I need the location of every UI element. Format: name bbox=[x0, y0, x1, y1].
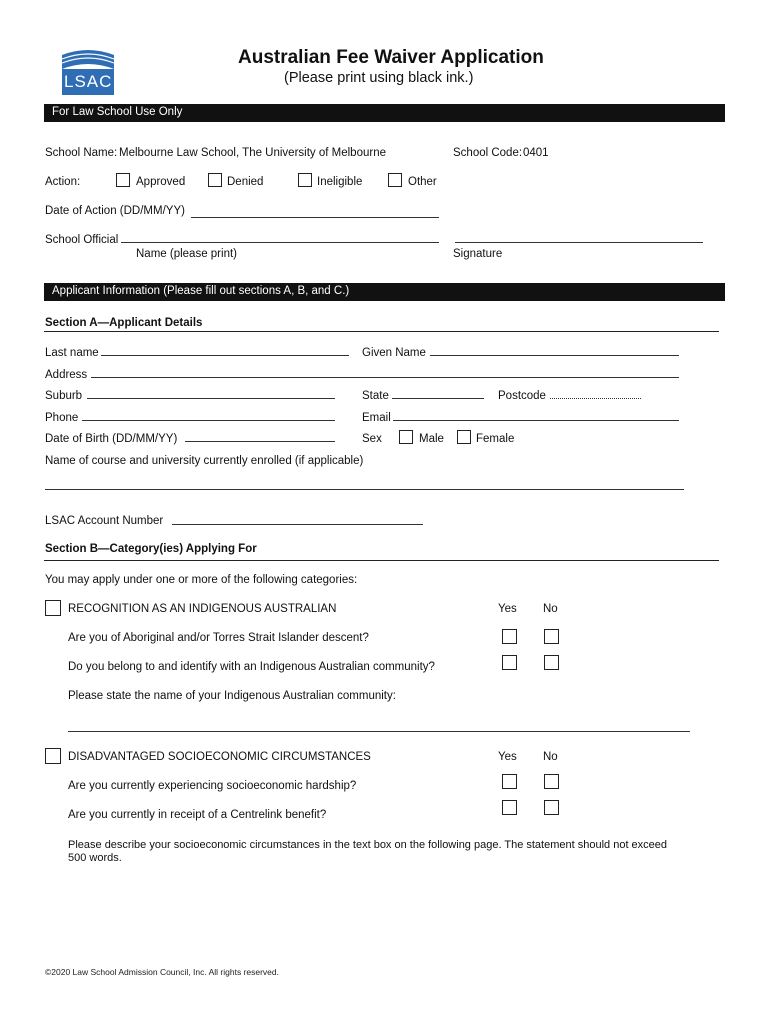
course-label: Name of course and university currently enrolled (if applicable) bbox=[45, 455, 364, 467]
socioeconomic-note-line1: Please describe your socioeconomic circumstances in the text box on the following page. The statement should not exceed bbox=[68, 839, 668, 851]
indigenous-heading: RECOGNITION AS AN INDIGENOUS AUSTRALIAN bbox=[68, 603, 337, 615]
indigenous-q1-no-checkbox[interactable] bbox=[544, 629, 559, 644]
given-name-label: Given Name bbox=[362, 347, 426, 359]
state-field[interactable] bbox=[392, 398, 484, 399]
indigenous-no-header: No bbox=[543, 603, 558, 615]
last-name-label: Last name bbox=[45, 347, 99, 359]
section-b-intro: You may apply under one or more of the following categories: bbox=[45, 574, 358, 586]
action-other-label: Other bbox=[408, 176, 437, 188]
socioeconomic-q2-no-checkbox[interactable] bbox=[544, 800, 559, 815]
action-approved-label: Approved bbox=[136, 176, 186, 188]
action-denied-label: Denied bbox=[227, 176, 264, 188]
course-field[interactable] bbox=[45, 489, 684, 490]
phone-label: Phone bbox=[45, 412, 79, 424]
socioeconomic-note-line2: 500 words. bbox=[68, 852, 122, 864]
suburb-label: Suburb bbox=[45, 390, 83, 402]
indigenous-q1: Are you of Aboriginal and/or Torres Strait Islander descent? bbox=[68, 632, 369, 644]
address-field[interactable] bbox=[91, 377, 679, 378]
socioeconomic-category-checkbox[interactable] bbox=[45, 748, 61, 764]
indigenous-yes-header: Yes bbox=[498, 603, 517, 615]
socioeconomic-q1: Are you currently experiencing socioeconomic hardship? bbox=[68, 780, 357, 792]
school-code-value: 0401 bbox=[523, 147, 549, 159]
socioeconomic-yes-header: Yes bbox=[498, 751, 517, 763]
address-label: Address bbox=[45, 369, 88, 381]
applicant-info-label: Applicant Information (Please fill out sections A, B, and C.) bbox=[52, 285, 350, 297]
email-field[interactable] bbox=[393, 420, 679, 421]
school-name-value: Melbourne Law School, The University of Melbourne bbox=[119, 147, 386, 159]
page-subtitle: (Please print using black ink.) bbox=[284, 70, 474, 86]
phone-field[interactable] bbox=[82, 420, 335, 421]
socioeconomic-no-header: No bbox=[543, 751, 558, 763]
page-title: Australian Fee Waiver Application bbox=[238, 47, 544, 68]
suburb-field[interactable] bbox=[87, 398, 335, 399]
footer-copyright: ©2020 Law School Admission Council, Inc. All rights reserved. bbox=[45, 967, 279, 977]
applicant-info-bar bbox=[44, 283, 725, 301]
socioeconomic-q2: Are you currently in receipt of a Centrelink benefit? bbox=[68, 809, 327, 821]
sex-label: Sex bbox=[362, 433, 382, 445]
section-b-rule bbox=[44, 560, 719, 561]
signature-label: Signature bbox=[453, 248, 503, 260]
lsac-logo bbox=[60, 47, 116, 99]
action-ineligible-checkbox[interactable] bbox=[298, 173, 312, 187]
email-label: Email bbox=[362, 412, 391, 424]
action-ineligible-label: Ineligible bbox=[317, 176, 363, 188]
indigenous-category-checkbox[interactable] bbox=[45, 600, 61, 616]
indigenous-q2-yes-checkbox[interactable] bbox=[502, 655, 517, 670]
action-other-checkbox[interactable] bbox=[388, 173, 402, 187]
school-name-label: School Name: bbox=[45, 147, 118, 159]
indigenous-q1-yes-checkbox[interactable] bbox=[502, 629, 517, 644]
action-approved-checkbox[interactable] bbox=[116, 173, 130, 187]
name-print-label: Name (please print) bbox=[136, 248, 237, 260]
law-school-use-bar bbox=[44, 104, 725, 122]
given-name-field[interactable] bbox=[430, 355, 679, 356]
action-denied-checkbox[interactable] bbox=[208, 173, 222, 187]
date-of-action-label: Date of Action (DD/MM/YY) bbox=[45, 205, 185, 217]
socioeconomic-heading: DISADVANTAGED SOCIOECONOMIC CIRCUMSTANCES bbox=[68, 751, 371, 763]
section-b-title: Section B—Category(ies) Applying For bbox=[45, 543, 257, 555]
sex-male-checkbox[interactable] bbox=[399, 430, 413, 444]
indigenous-q2: Do you belong to and identify with an Indigenous Australian community? bbox=[68, 661, 435, 673]
sex-male-label: Male bbox=[419, 433, 444, 445]
lsac-account-field[interactable] bbox=[172, 524, 423, 525]
socioeconomic-q1-yes-checkbox[interactable] bbox=[502, 774, 517, 789]
action-label: Action: bbox=[45, 176, 81, 188]
sex-female-checkbox[interactable] bbox=[457, 430, 471, 444]
postcode-field[interactable] bbox=[550, 398, 641, 399]
school-official-name-field[interactable] bbox=[121, 242, 439, 243]
indigenous-q3: Please state the name of your Indigenous Australian community: bbox=[68, 690, 396, 702]
lsac-account-label: LSAC Account Number bbox=[45, 515, 164, 527]
section-a-rule bbox=[44, 331, 719, 332]
socioeconomic-q1-no-checkbox[interactable] bbox=[544, 774, 559, 789]
law-school-use-label: For Law School Use Only bbox=[52, 106, 183, 118]
socioeconomic-q2-yes-checkbox[interactable] bbox=[502, 800, 517, 815]
school-official-signature-field[interactable] bbox=[455, 242, 703, 243]
indigenous-q2-no-checkbox[interactable] bbox=[544, 655, 559, 670]
dob-field[interactable] bbox=[185, 441, 335, 442]
dob-label: Date of Birth (DD/MM/YY) bbox=[45, 433, 178, 445]
indigenous-community-field[interactable] bbox=[68, 731, 690, 732]
school-official-label: School Official bbox=[45, 234, 119, 246]
school-code-label: School Code: bbox=[453, 147, 523, 159]
date-of-action-field[interactable] bbox=[191, 217, 439, 218]
postcode-label: Postcode bbox=[498, 390, 546, 402]
last-name-field[interactable] bbox=[101, 355, 349, 356]
section-a-title: Section A—Applicant Details bbox=[45, 317, 203, 329]
sex-female-label: Female bbox=[476, 433, 515, 445]
state-label: State bbox=[362, 390, 389, 402]
logo-text: LSAC bbox=[64, 72, 113, 91]
